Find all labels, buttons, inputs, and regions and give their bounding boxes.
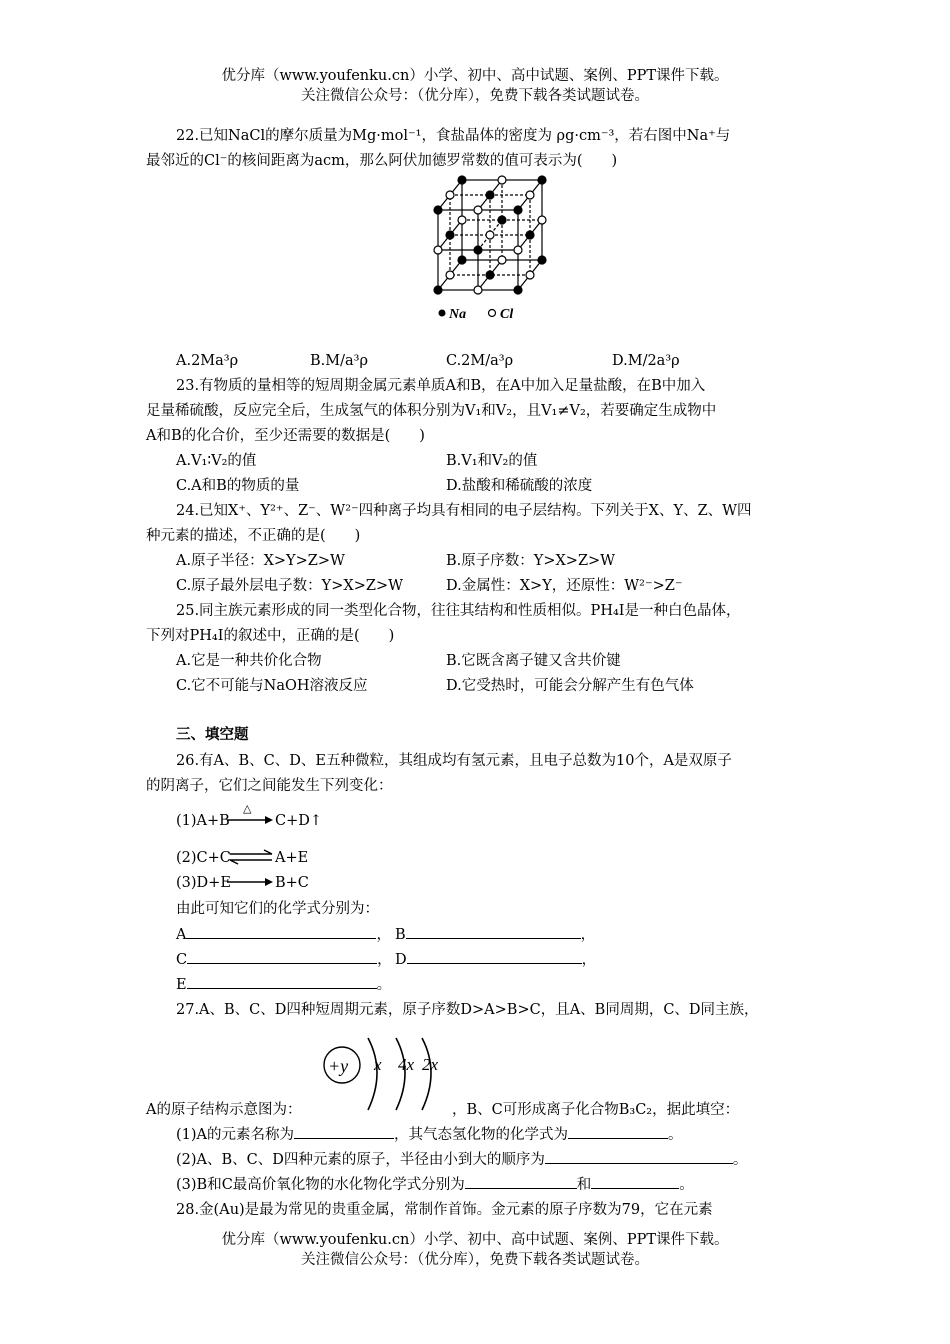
q23-stem-line2: 足量稀硫酸，反应完全后，生成氢气的体积分别为V₁和V₂，且V₁≠V₂，若要确定生成物中 [146,403,717,419]
na-ion [526,231,534,239]
q26-reaction3-right: B+C [275,875,309,891]
q24-option-a: A.原子半径：X>Y>Z>W [176,553,345,569]
q25-stem-line2: 下列对PH₄I的叙述中，正确的是( ) [146,628,395,644]
blank-label-e: E [176,977,187,993]
q26-blank-b [395,924,595,946]
q27-sub3 [176,1174,694,1196]
q27-sub2-text-a: (2)A、B、C、D四种元素的原子，半径由小到大的顺序为 [176,1152,545,1168]
cl-ion [498,176,506,184]
shell1-electrons: x [374,1055,382,1074]
na-ion [458,256,466,264]
q27-line2-suffix: ，B、C可形成离子化合物B₃C₂，据此填空： [452,1102,740,1118]
na-ion [538,176,546,184]
answer-blank-element-name[interactable] [294,1124,394,1139]
cl-ion [538,216,546,224]
q26-reaction3-left: (3)D+E [176,875,231,891]
answer-blank-d[interactable] [407,949,582,964]
cl-ion [446,271,454,279]
q22-option-b: B.M/a³ρ [310,353,368,369]
comma: ， [377,952,392,968]
q22-option-d: D.M/2a³ρ [612,353,680,369]
q27-sub3-text-b: 和 [576,1177,592,1193]
na-ion [538,256,546,264]
q24-option-b: B.原子序数：Y>X>Z>W [446,553,616,569]
shell3-electrons: 2x [422,1055,439,1074]
answer-blank-c-hydroxide[interactable] [591,1174,679,1189]
q27-sub3-text-a: (3)B和C最高价氧化物的水化物化学式分别为 [176,1177,465,1193]
comma: ， [581,952,597,968]
q26-conclusion: 由此可知它们的化学式分别为： [176,901,379,917]
legend-na-marker [439,310,446,317]
q26-blank-d [395,949,596,971]
q25-stem-line1: 25.同主族元素形成的同一类型化合物，往往其结构和性质相似。PH₄I是一种白色晶体， [176,603,741,619]
cl-ion [474,206,482,214]
atomic-structure-diagram [322,1032,448,1118]
q25-option-d: D.它受热时，可能会分解产生有色气体 [446,678,694,694]
q24-stem-line2: 种元素的描述，不正确的是( ) [146,528,361,544]
blank-label-d: D [395,952,407,968]
q23-option-a: A.V₁∶V₂的值 [176,453,257,469]
na-ion [434,206,442,214]
q27-sub3-text-c: 。 [679,1177,694,1193]
na-ion [486,191,494,199]
cl-ion [486,231,494,239]
cl-ion [446,191,454,199]
cl-ion [474,286,482,294]
blank-label-c: C [176,952,188,968]
cl-ion [498,256,506,264]
q24-option-d: D.金属性：X>Y，还原性：W²⁻>Z⁻ [446,578,683,594]
q28-stem-line1: 28.金(Au)是最为常见的贵重金属，常制作首饰。金元素的原子序数为79，它在元素 [176,1202,713,1218]
q27-sub1-text-b: ，其气态氢化物的化学式为 [394,1127,569,1143]
reversible-arrow [228,850,274,864]
q22-stem-line2: 最邻近的Cl⁻的核间距离为acm，那么阿伏加德罗常数的值可表示为( ) [146,153,618,169]
na-ion [514,286,522,294]
shell2-electrons: 4x [398,1055,415,1074]
q27-sub1-text-c: 。 [668,1127,683,1143]
q26-stem-line1: 26.有A、B、C、D、E五种微粒，其组成均有氢元素，且电子总数为10个，A是双原子 [176,753,732,769]
na-ion [474,246,482,254]
q26-stem-line2: 的阴离子，它们之间能发生下列变化： [146,778,393,794]
answer-blank-e[interactable] [187,974,377,989]
q27-sub1 [176,1124,683,1146]
q23-option-c: C.A和B的物质的量 [176,478,300,494]
q26-reaction2-right: A+E [275,850,309,866]
q27-stem-line1: 27.A、B、C、D四种短周期元素，原子序数D>A>B>C，且A、B同周期，C、D同主族， [176,1002,759,1018]
q27-sub2 [176,1149,747,1171]
q27-line2-prefix: A的原子结构示意图为： [146,1102,302,1118]
q26-reaction2-left: (2)C+C [176,850,231,866]
q23-stem-line3: A和B的化合价，至少还需要的数据是( ) [146,428,425,444]
heating-symbol: △ [243,802,252,815]
q27-sub1-text-a: (1)A的元素名称为 [176,1127,295,1143]
legend-cl-marker [489,310,496,317]
na-ion [486,271,494,279]
comma: ， [580,927,596,943]
q25-option-c: C.它不可能与NaOH溶液反应 [176,678,368,694]
na-ion [434,286,442,294]
blank-label-a: A [176,927,187,943]
q26-reaction1-right: C+D↑ [275,813,323,829]
cl-ion [526,191,534,199]
nacl-crystal-diagram [430,170,560,330]
electron-shell [422,1038,431,1110]
q24-option-c: C.原子最外层电子数：Y>X>Z>W [176,578,404,594]
blank-label-b: B [395,927,406,943]
electron-shell [396,1038,405,1110]
q23-option-d: D.盐酸和稀硫酸的浓度 [446,478,593,494]
q26-blank-c [176,949,392,971]
q23-stem-line1: 23.有物质的量相等的短周期金属元素单质A和B，在A中加入足量盐酸，在B中加入 [176,378,706,394]
nucleus-charge: +y [328,1056,349,1076]
page-footer-line1: 优分库（www.youfenku.cn）小学、初中、高中试题、案例、PPT课件下载。 [221,1232,729,1248]
q23-option-b: B.V₁和V₂的值 [446,453,538,469]
q26-blank-e [176,974,391,996]
legend-na-label: Na [449,307,467,322]
q27-sub2-text-b: 。 [732,1152,748,1168]
answer-blank-hydride-formula[interactable] [568,1124,668,1139]
page-header-line1: 优分库（www.youfenku.cn）小学、初中、高中试题、案例、PPT课件下载。 [221,68,729,84]
answer-blank-a[interactable] [186,924,376,939]
comma: ， [376,927,391,943]
answer-blank-b[interactable] [406,924,581,939]
q26-reaction1-left: (1)A+B [176,813,230,829]
q22-option-c: C.2M/a³ρ [446,353,514,369]
na-ion [458,176,466,184]
na-ion [446,231,454,239]
reaction1-arrow [227,802,275,826]
lattice-ions [434,176,546,294]
period: 。 [376,977,392,993]
cl-ion [526,271,534,279]
page-footer-line2: 关注微信公众号：（优分库），免费下载各类试题试卷。 [301,1252,649,1268]
legend-cl-label: Cl [500,307,514,322]
section-title-fill-in: 三、填空题 [176,727,249,743]
reaction3-arrow [227,876,275,888]
q22-stem-line1: 22.已知NaCl的摩尔质量为Mg·mol⁻¹，食盐晶体的密度为 ρg·cm⁻³，若右图中Na⁺与 [176,128,731,144]
cl-ion [458,216,466,224]
na-ion [498,216,506,224]
q25-option-b: B.它既含离子键又含共价键 [446,653,621,669]
q24-stem-line1: 24.已知X⁺、Y²⁺、Z⁻、W²⁻四种离子均具有相同的电子层结构。下列关于X、Y、Z、W四 [176,503,752,519]
page-header-line2: 关注微信公众号：（优分库），免费下载各类试题试卷。 [301,88,649,104]
answer-blank-c[interactable] [187,949,377,964]
electron-shell [368,1038,377,1110]
cl-ion [434,246,442,254]
answer-blank-radius-order[interactable] [545,1149,733,1164]
q26-blank-a [176,924,391,946]
answer-blank-b-hydroxide[interactable] [465,1174,577,1189]
q25-option-a: A.它是一种共价化合物 [176,653,322,669]
q22-option-a: A.2Ma³ρ [176,353,239,369]
cl-ion [514,246,522,254]
na-ion [514,206,522,214]
